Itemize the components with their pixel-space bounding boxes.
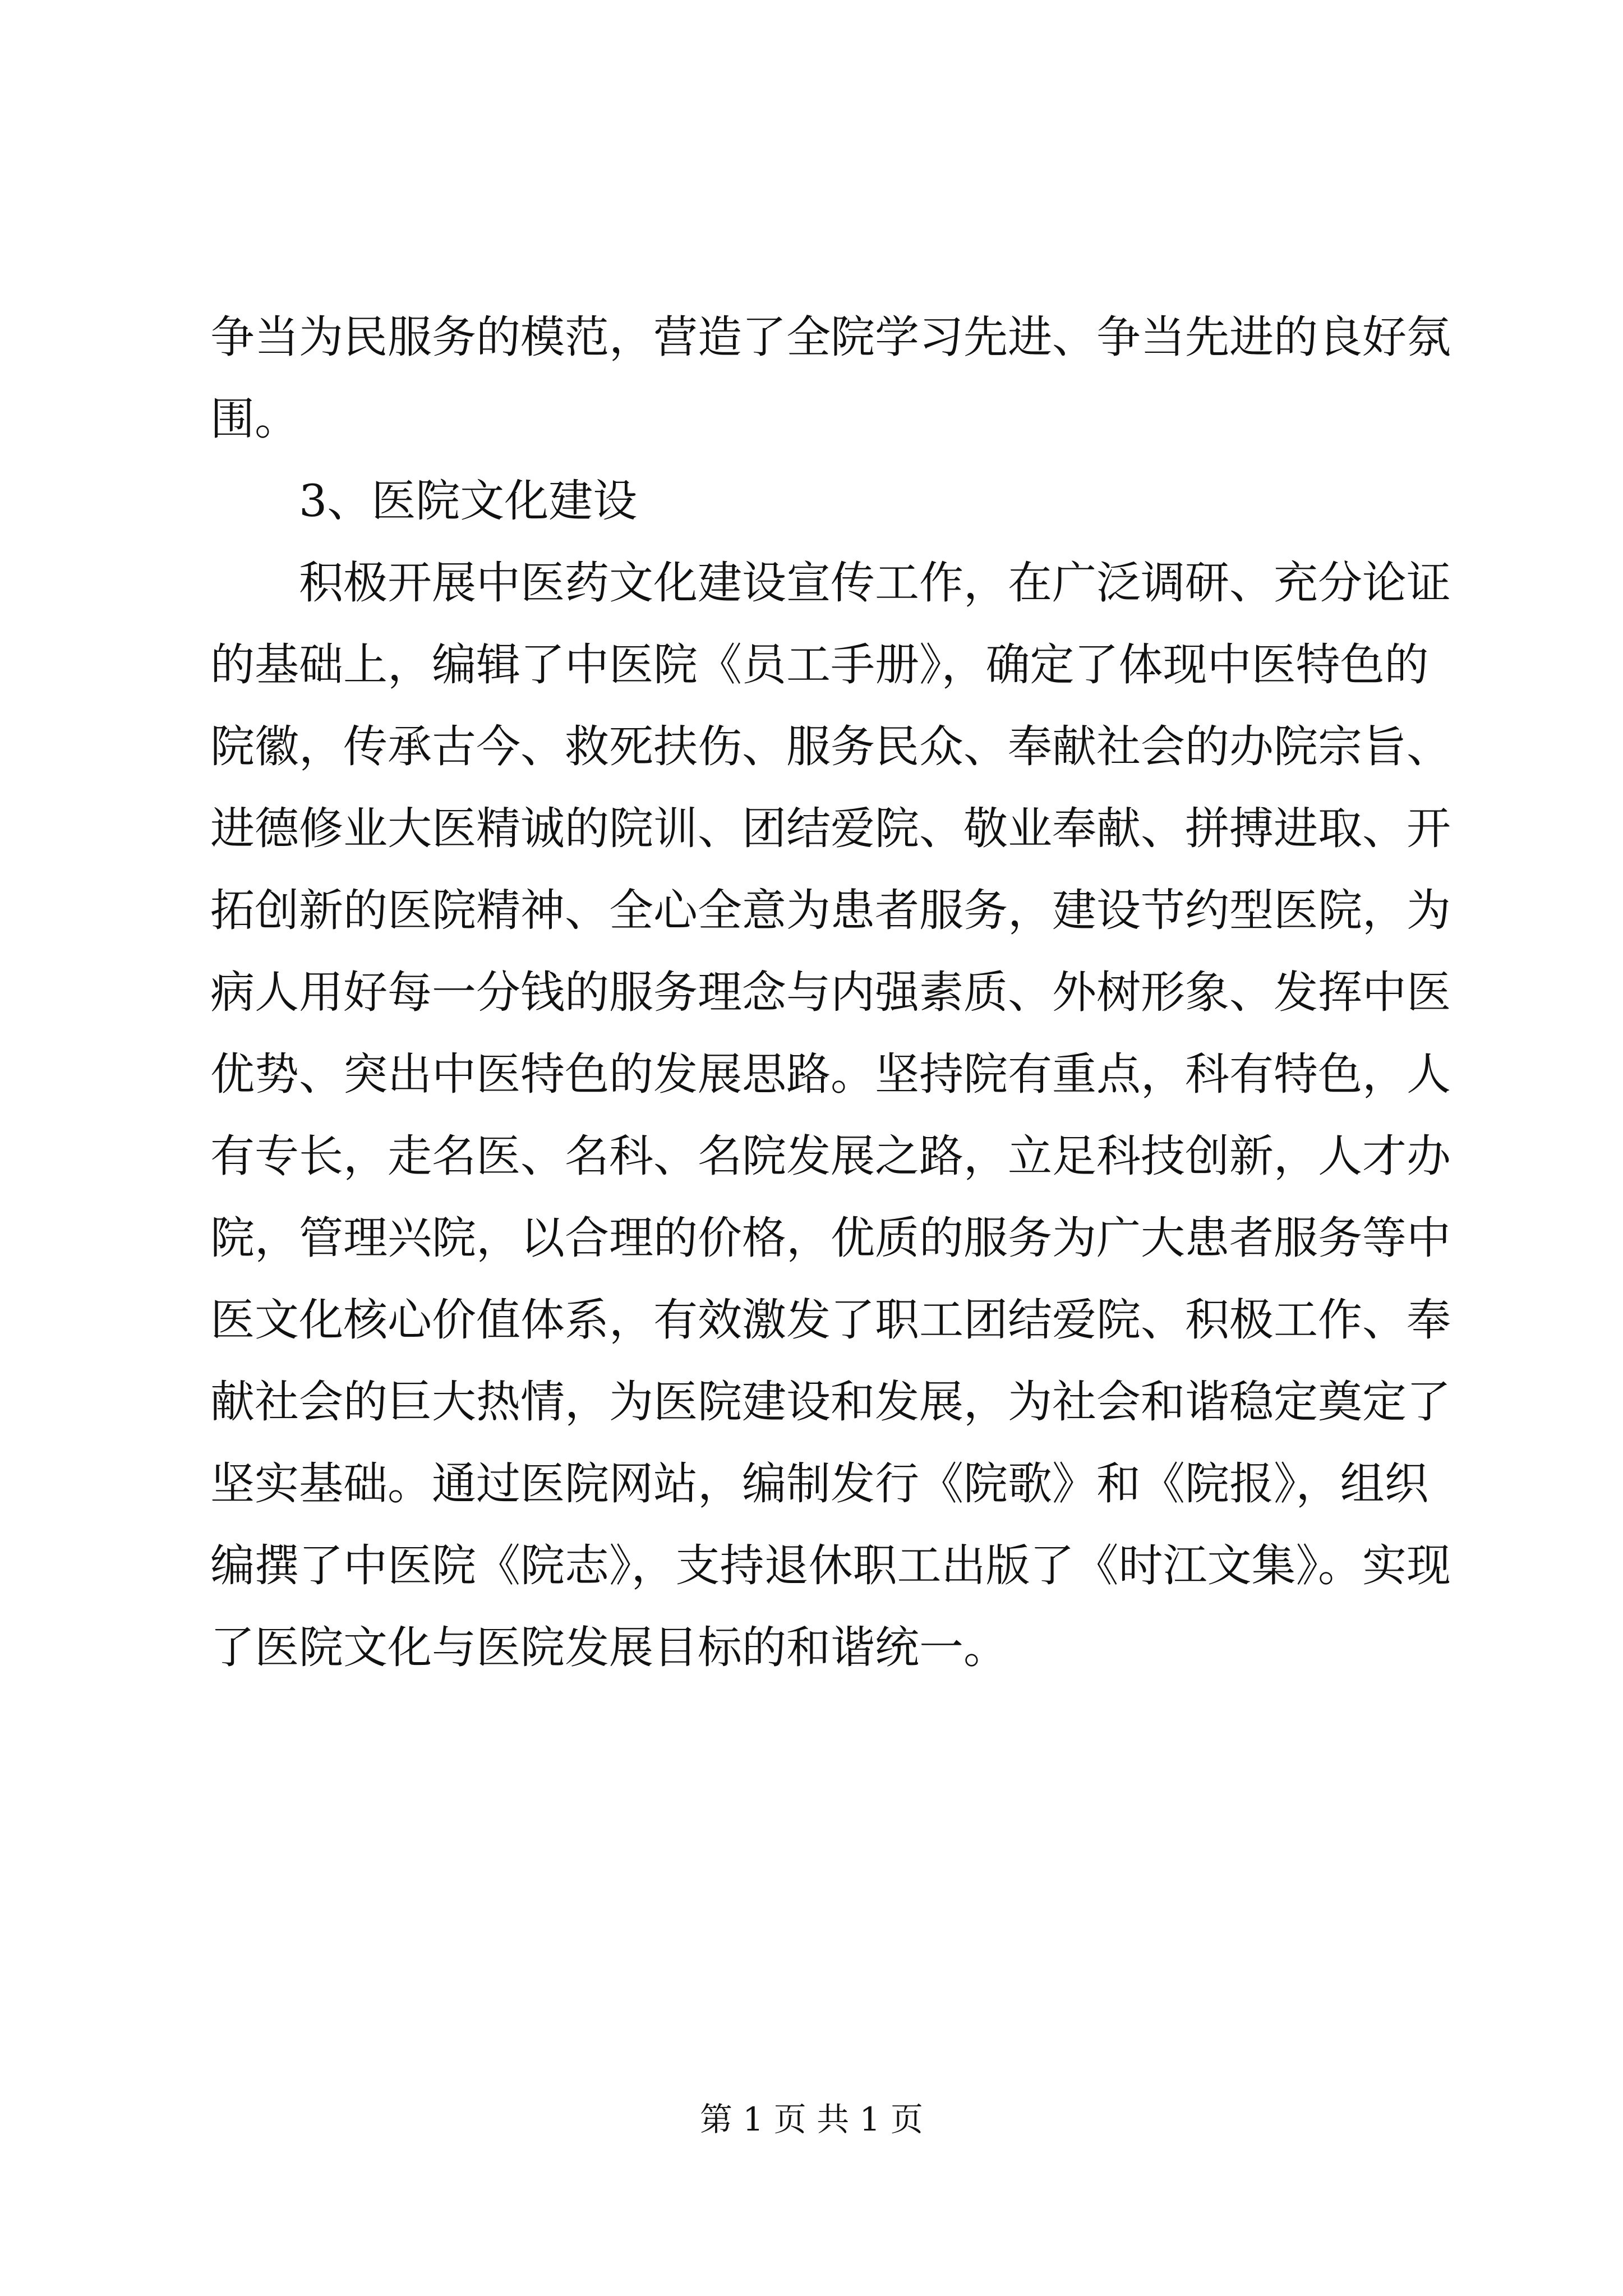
text-line: 了医院文化与医院发展目标的和谐统一。 [210, 1622, 1008, 1673]
text-line: 病人用好每一分钱的服务理念与内强素质、外树形象、发挥中医 [210, 967, 1451, 1018]
text-line: 拓创新的医院精神、全心全意为患者服务，建设节约型医院，为 [210, 885, 1451, 936]
text-line: 争当为民服务的模范，营造了全院学习先进、争当先进的良好氛 [210, 311, 1451, 363]
text-line: 医文化核心价值体系，有效激发了职工团结爱院、积极工作、奉 [210, 1294, 1451, 1346]
section-heading: 3、医院文化建设 [299, 475, 638, 527]
text-line: 编撰了中医院《院志》，支持退休职工出版了《时江文集》。实现 [210, 1540, 1451, 1591]
text-line: 积极开展中医药文化建设宣传工作，在广泛调研、充分论证 [299, 557, 1451, 609]
text-line: 进德修业大医精诚的院训、团结爱院、敬业奉献、拼搏进取、开 [210, 803, 1451, 854]
page-footer: 第 1 页 共 1 页 [700, 2100, 923, 2138]
text-line: 院徽，传承古今、救死扶伤、服务民众、奉献社会的办院宗旨、 [210, 721, 1451, 772]
text-line: 坚实基础。通过医院网站，编制发行《院歌》和《院报》，组织 [210, 1458, 1429, 1510]
body-text [210, 296, 1451, 1688]
text-line: 优势、突出中医特色的发展思路。坚持院有重点，科有特色，人 [210, 1048, 1451, 1100]
text-line: 有专长，走名医、名科、名院发展之路，立足科技创新，人才办 [210, 1130, 1451, 1182]
text-line: 的基础上，编辑了中医院《员工手册》，确定了体现中医特色的 [210, 639, 1429, 691]
text-line: 献社会的巨大热情，为医院建设和发展，为社会和谐稳定奠定了 [210, 1376, 1451, 1428]
text-line: 围。 [210, 393, 299, 445]
text-line: 院，管理兴院，以合理的价格，优质的服务为广大患者服务等中 [210, 1212, 1451, 1264]
